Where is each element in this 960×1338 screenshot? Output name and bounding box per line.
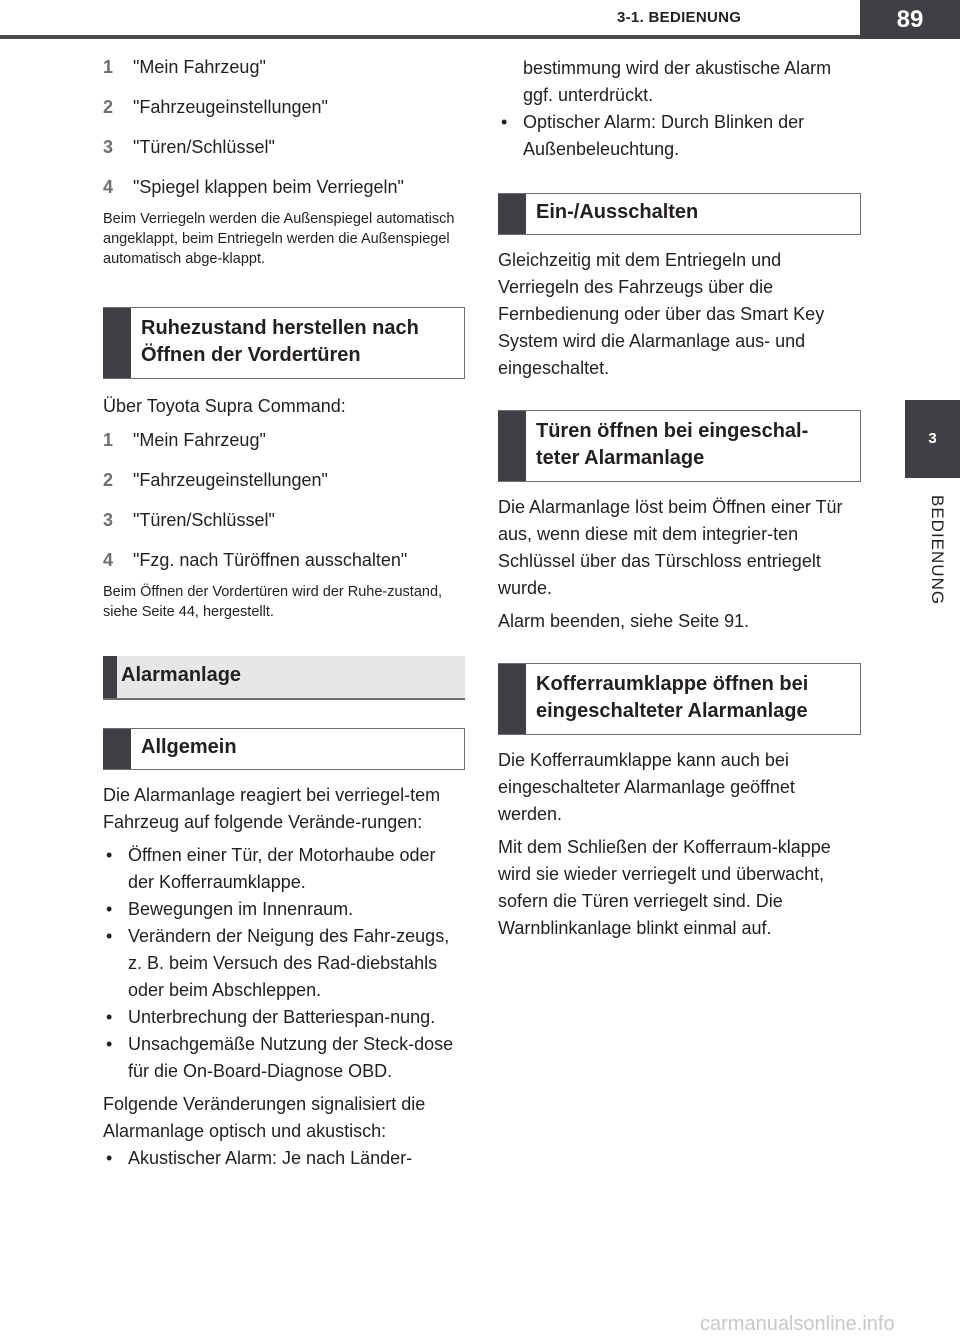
heading-text: Ruhezustand herstellen nach Öffnen der Vordertüren <box>141 317 419 366</box>
para-tueren: Die Alarmanlage löst beim Öffnen einer Tür aus, wenn diese mit dem integrier-ten Schlüssel über das Türschloss entriegelt wurde. <box>498 497 843 598</box>
step-text: "Mein Fahrzeug" <box>133 430 266 450</box>
list-item: • Unsachgemäße Nutzung der Steck-dose für die On-Board-Diagnose OBD. <box>106 1034 454 1081</box>
step-text: "Türen/Schlüssel" <box>133 510 275 530</box>
list-item-continued <box>498 55 861 109</box>
list-item-text: Akustischer Alarm: Je nach Länder- <box>128 1148 413 1168</box>
para-kofferraum-2: Mit dem Schließen der Kofferraum-klappe wird sie wieder verriegelt und überwacht, sofern die Türen verriegelt sind. Die Warnblinkanlage blinkt einmal auf. <box>498 837 831 938</box>
step-number: 4 <box>103 550 114 570</box>
step-text: "Mein Fahrzeug" <box>133 57 266 77</box>
list-item-text: Unterbrechung der Batteriespan-nung. <box>128 1007 436 1027</box>
step-text: "Fahrzeugeinstellungen" <box>133 470 328 490</box>
step-number: 1 <box>103 57 114 77</box>
para-signal: Folgende Veränderungen signalisiert die Alarmanlage optisch und akustisch: <box>103 1094 426 1141</box>
heading-text: Ein-/Ausschalten <box>536 201 699 223</box>
step-number: 4 <box>103 177 114 197</box>
list-item-text: Optischer Alarm: Durch Blinken der Außenbeleuchtung. <box>523 112 805 159</box>
heading-bar <box>103 308 131 378</box>
step-item <box>103 428 465 452</box>
list-item-text: Bewegungen im Innenraum. <box>128 899 354 919</box>
para-alarm-beenden: Alarm beenden, siehe Seite 91. <box>498 611 750 631</box>
bullet-list <box>498 55 861 163</box>
heading-ruhezustand <box>103 307 465 379</box>
para-allgemein: Die Alarmanlage reagiert bei verriegel-tem Fahrzeug auf folgende Verände-rungen: <box>103 785 441 832</box>
heading-allgemein <box>103 728 465 770</box>
heading-text: Kofferraumklappe öffnen bei eingeschalteter Alarmanlage <box>536 673 809 722</box>
heading-text: Alarmanlage <box>121 664 242 686</box>
list-item: • Bewegungen im Innenraum. <box>106 899 354 919</box>
step-text: "Fzg. nach Türöffnen ausschalten" <box>133 550 408 570</box>
step-item <box>103 55 465 79</box>
page-number: 89 <box>860 0 960 39</box>
left-column <box>103 55 465 1178</box>
heading-tueren-oeffnen <box>498 410 861 482</box>
list-item: • Unterbrechung der Batteriespan-nung. <box>106 1007 436 1027</box>
list-item: • Optischer Alarm: Durch Blinken der Außenbeleuchtung. <box>501 112 805 159</box>
heading-alarmanlage <box>103 656 465 700</box>
intro-command: Über Toyota Supra Command: <box>103 396 346 416</box>
heading-bar <box>498 411 526 481</box>
list-item: • Verändern der Neigung des Fahr-zeugs, z. B. beim Versuch des Rad-diebstahls oder beim Abschleppen. <box>106 926 450 1000</box>
heading-text: Türen öffnen bei eingeschal-teter Alarmanlage <box>536 420 809 469</box>
right-column <box>498 55 861 948</box>
heading-bar <box>498 194 526 234</box>
heading-ein-ausschalten <box>498 193 861 235</box>
step-item <box>103 468 465 492</box>
heading-kofferraum <box>498 663 861 735</box>
para-ein-ausschalten: Gleichzeitig mit dem Entriegeln und Verriegeln des Fahrzeugs über die Fernbedienung oder über das Smart Key System wird die Alarmanlage aus- und eingeschaltet. <box>498 250 825 378</box>
para-kofferraum-1: Die Kofferraumklappe kann auch bei eingeschalteter Alarmanlage geöffnet werden. <box>498 750 795 824</box>
step-number: 2 <box>103 470 114 490</box>
list-item-text: Öffnen einer Tür, der Motorhaube oder der Kofferraumklappe. <box>128 845 436 892</box>
note-ruhezustand: Beim Öffnen der Vordertüren wird der Ruhe-zustand, siehe Seite 44, hergestellt. <box>103 584 443 620</box>
chapter-tab-label: BEDIENUNG <box>928 495 947 606</box>
step-text: "Türen/Schlüssel" <box>133 137 275 157</box>
step-item <box>103 175 465 199</box>
heading-bar <box>103 656 117 698</box>
step-number: 3 <box>103 510 114 530</box>
section-title: 3-1. BEDIENUNG <box>617 9 742 26</box>
heading-bar <box>498 664 526 734</box>
header-rule <box>0 35 860 39</box>
page-header <box>0 0 960 44</box>
step-item <box>103 135 465 159</box>
step-item <box>103 508 465 532</box>
step-number: 1 <box>103 430 114 450</box>
step-item <box>103 95 465 119</box>
list-item: • Akustischer Alarm: Je nach Länder- <box>106 1148 413 1168</box>
list-item-text: Unsachgemäße Nutzung der Steck-dose für die On-Board-Diagnose OBD. <box>128 1034 454 1081</box>
note-mirror: Beim Verriegeln werden die Außenspiegel automatisch angeklappt, beim Entriegeln werden die Außenspiegel automatisch abge-klappt. <box>103 211 455 267</box>
bullet-list <box>103 1145 465 1172</box>
step-item <box>103 548 465 572</box>
watermark: carmanualsonline.info <box>700 1313 895 1335</box>
list-item-text: bestimmung wird der akustische Alarm ggf. unterdrückt. <box>523 58 832 105</box>
step-text: "Spiegel klappen beim Verriegeln" <box>133 177 404 197</box>
list-item: • Öffnen einer Tür, der Motorhaube oder der Kofferraumklappe. <box>106 845 436 892</box>
step-number: 3 <box>103 137 114 157</box>
heading-bar <box>103 729 131 769</box>
step-text: "Fahrzeugeinstellungen" <box>133 97 328 117</box>
heading-text: Allgemein <box>141 736 237 758</box>
list-item-text: Verändern der Neigung des Fahr-zeugs, z. B. beim Versuch des Rad-diebstahls oder beim Abschleppen. <box>128 926 450 1000</box>
chapter-tab-number: 3 <box>905 400 960 478</box>
bullet-list <box>103 842 465 1085</box>
step-number: 2 <box>103 97 114 117</box>
